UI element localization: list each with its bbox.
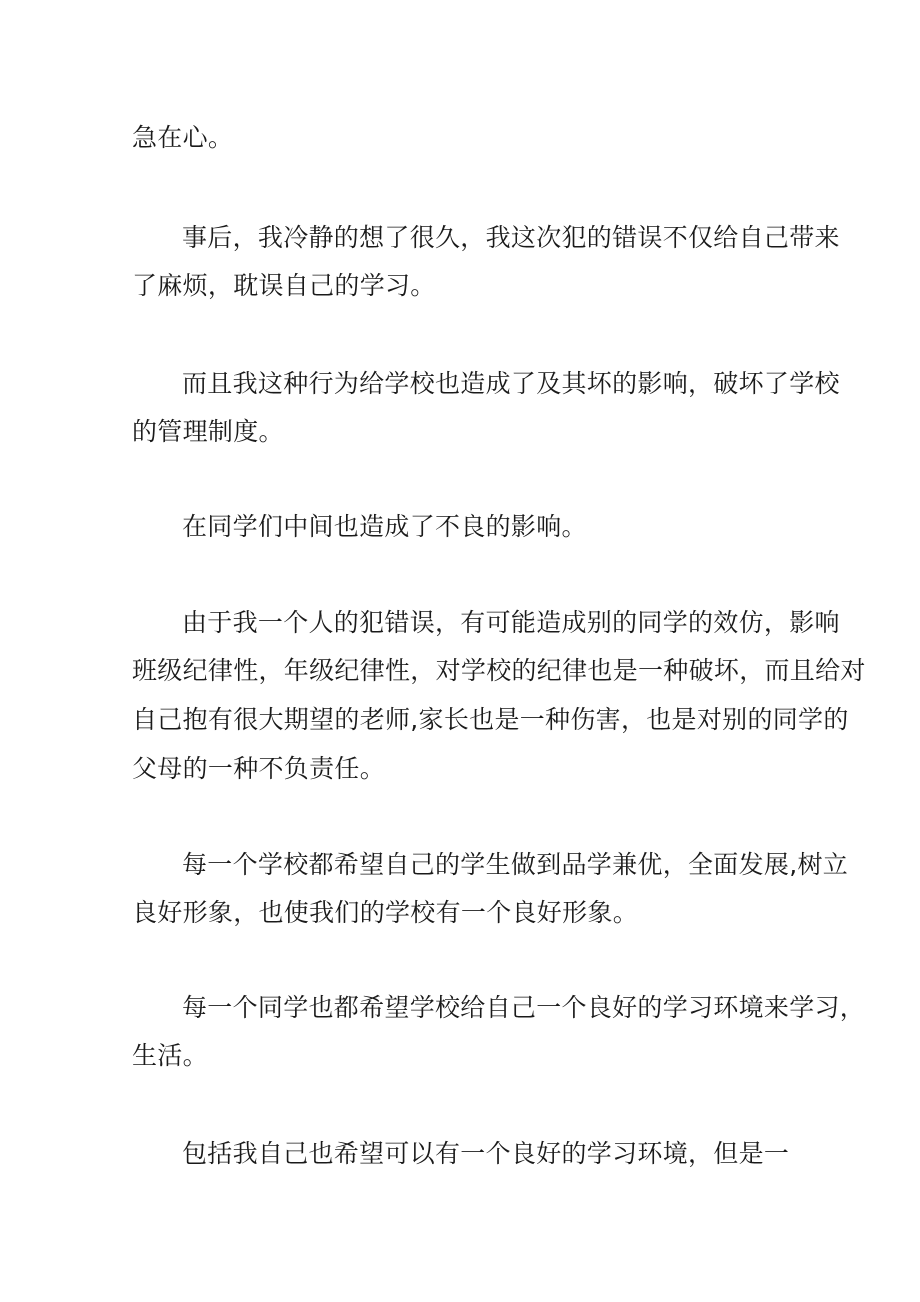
paragraph-line: 自己抱有很大期望的老师,家长也是一种伤害，也是对别的同学的 — [132, 705, 849, 734]
paragraph-line: 了麻烦，耽误自己的学习。 — [132, 271, 436, 300]
paragraph-line: 每一个同学也都希望学校给自己一个良好的学习环境来学习， — [182, 993, 866, 1022]
paragraph-line: 的管理制度。 — [132, 417, 284, 446]
paragraph-line: 良好形象，也使我们的学校有一个良好形象。 — [132, 898, 639, 927]
paragraph-line: 而且我这种行为给学校也造成了及其坏的影响，破坏了学校 — [182, 369, 840, 398]
paragraph-line: 父母的一种不负责任。 — [132, 754, 386, 783]
paragraph-line: 急在心。 — [132, 123, 234, 152]
paragraph-line: 事后，我冷静的想了很久，我这次犯的错误不仅给自己带来 — [182, 223, 840, 252]
paragraph-line: 由于我一个人的犯错误，有可能造成别的同学的效仿，影响 — [182, 608, 840, 637]
paragraph-line: 在同学们中间也造成了不良的影响。 — [182, 512, 587, 541]
paragraph-line: 班级纪律性，年级纪律性，对学校的纪律也是一种破坏，而且给对 — [132, 656, 866, 685]
paragraph-line: 每一个学校都希望自己的学生做到品学兼优，全面发展,树立 — [182, 850, 849, 879]
paragraph-line: 包括我自己也希望可以有一个良好的学习环境，但是一 — [182, 1139, 790, 1168]
paragraph-line: 生活。 — [132, 1041, 208, 1070]
